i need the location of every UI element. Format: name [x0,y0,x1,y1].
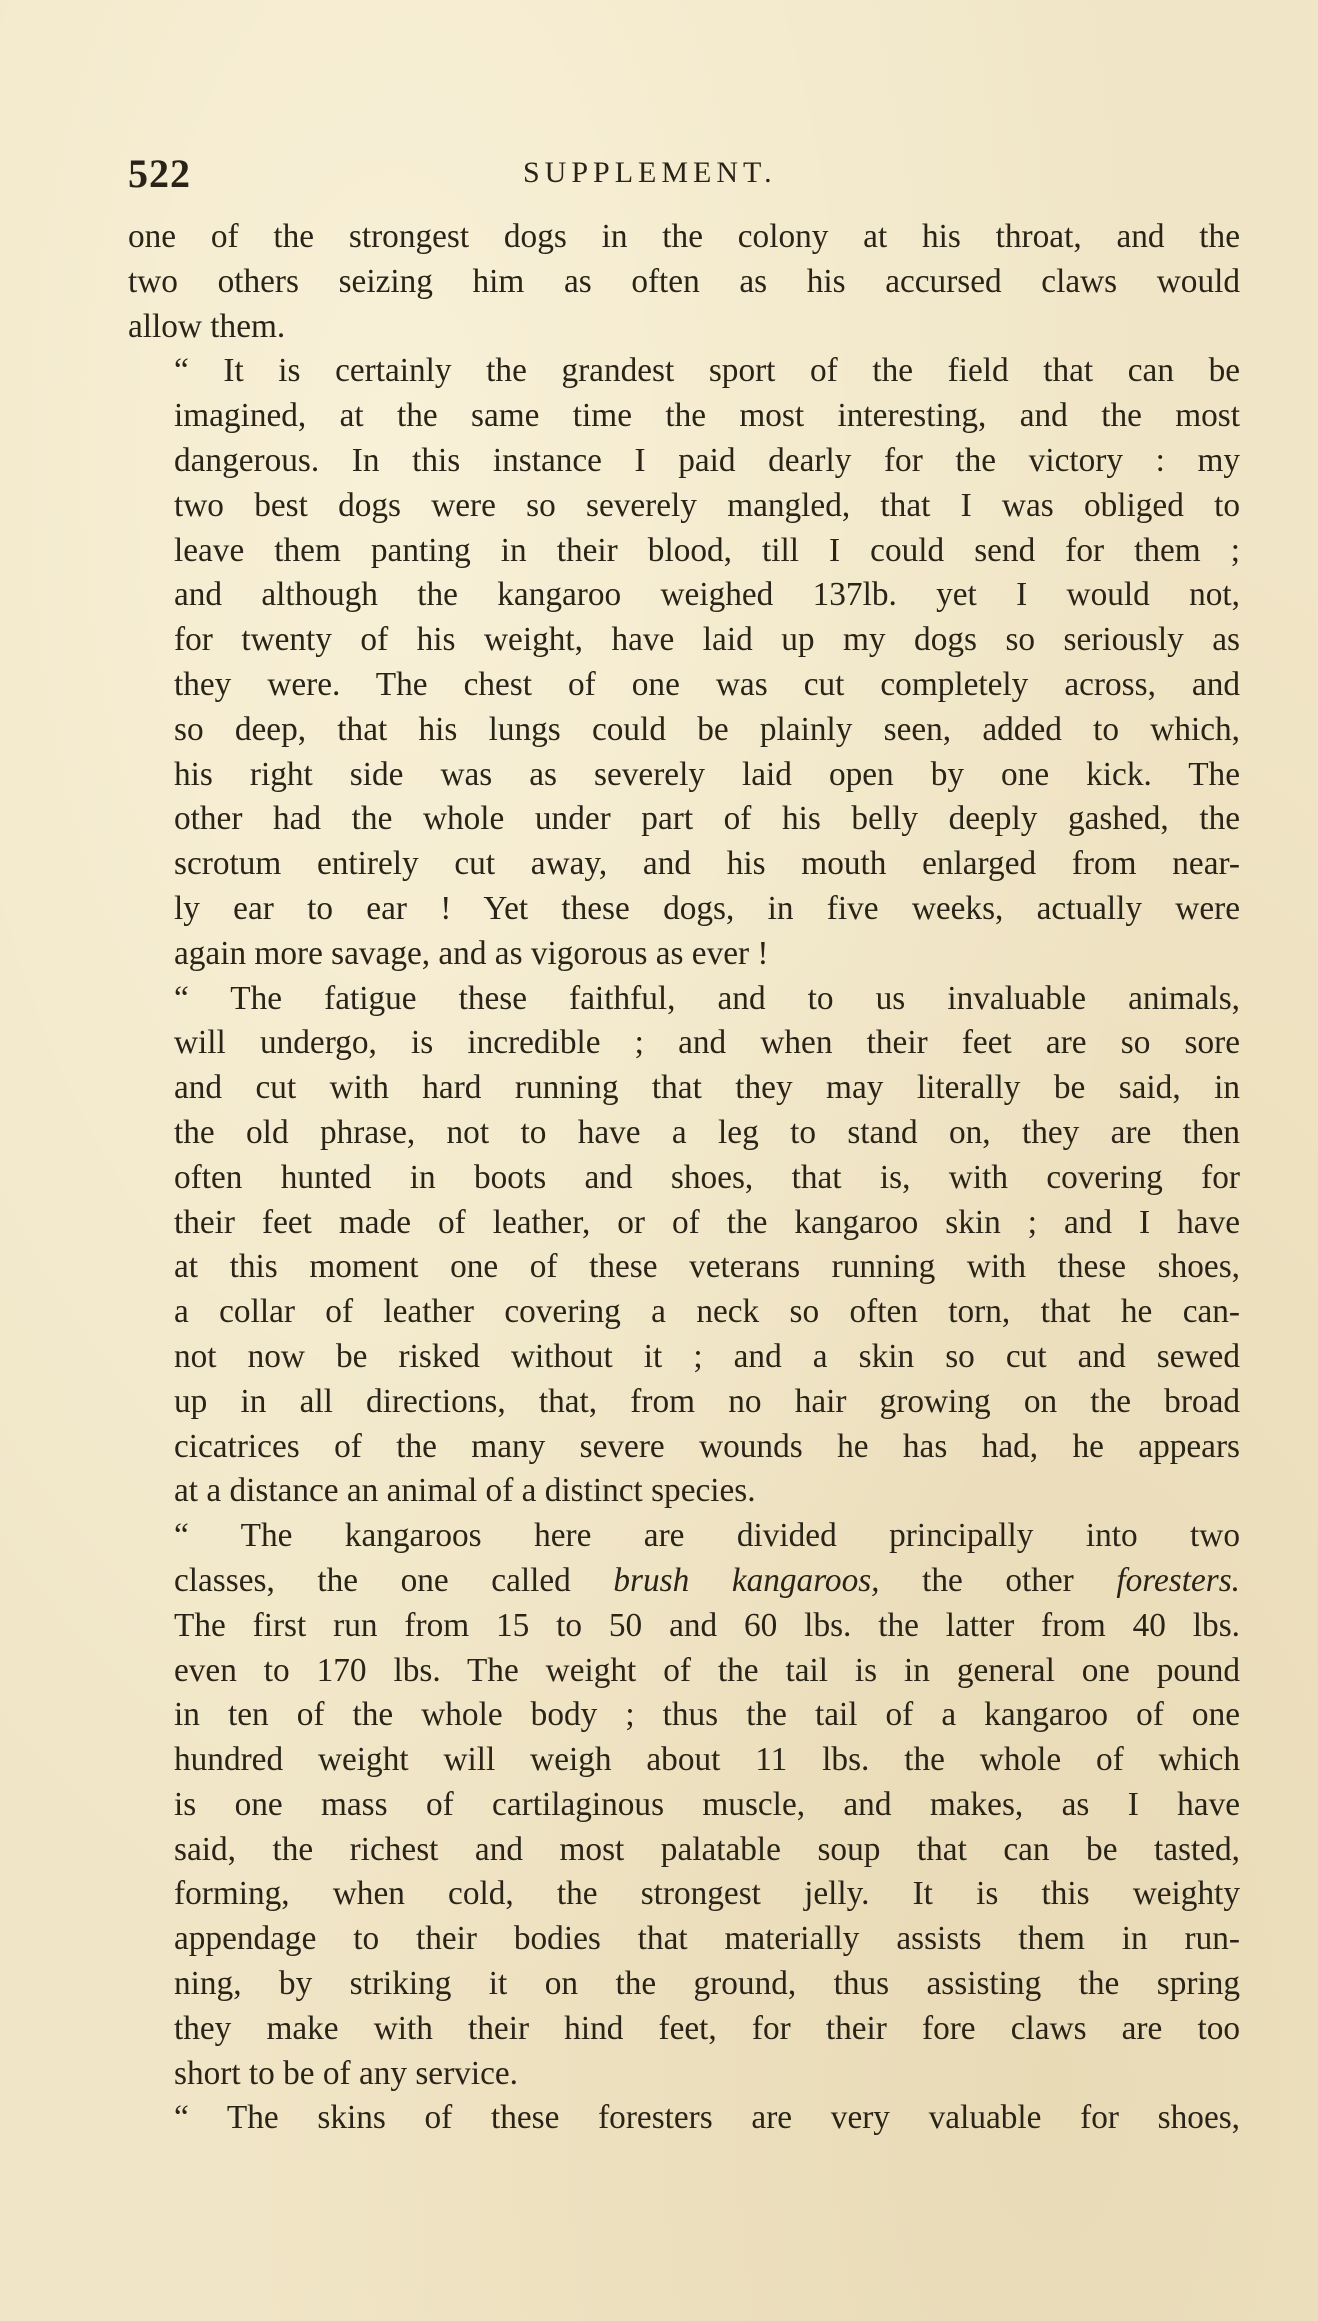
text-line: two best dogs were so severely mangled, that I was obliged to [174,486,1240,524]
text-line: “ It is certainly the grandest sport of the field that can be [174,352,1240,390]
text-line-with-italics: classes, the one called brush kangaroos, the other foresters. [174,1561,1240,1599]
text-line: cicatrices of the many severe wounds he has had, he appears [174,1427,1240,1465]
text-line: dangerous. In this instance I paid dearly for the victory : my [174,441,1240,479]
text-line: scrotum entirely cut away, and his mouth enlarged from near- [174,845,1240,883]
text-line: ning, by striking it on the ground, thus assisting the spring [174,1965,1240,2003]
paragraph-4 [128,1514,1240,2096]
text-line: so deep, that his lungs could be plainly seen, added to which, [174,710,1240,748]
text-line: they make with their hind feet, for their fore claws are too [174,2009,1240,2047]
paragraph-5 [128,2096,1240,2141]
italic-foresters: foresters. [1116,1561,1240,1599]
page-number: 522 [128,151,191,196]
text-line: and cut with hard running that they may literally be said, in [174,1069,1240,1107]
text-line: leave them panting in their blood, till I could send for them ; [174,531,1240,569]
italic-brush-kangaroos: brush kangaroos, [613,1561,880,1599]
running-head: SUPPLEMENT. [523,156,777,189]
text-line: their feet made of leather, or of the kangaroo skin ; and I have [174,1203,1240,1241]
text-line: in ten of the whole body ; thus the tail of a kangaroo of one [174,1696,1240,1734]
text-line: is one mass of cartilaginous muscle, and makes, as I have [174,1785,1240,1823]
text-line: imagined, at the same time the most interesting, and the most [174,397,1240,435]
text-line: ly ear to ear ! Yet these dogs, in five weeks, actually were [174,889,1240,927]
paragraph-1 [128,215,1240,349]
text-line: and although the kangaroo weighed 137lb. yet I would not, [174,576,1240,614]
text-line: not now be risked without it ; and a skin so cut and sewed [174,1337,1240,1375]
text-line: again more savage, and as vigorous as ever ! [174,934,769,972]
body-text [128,215,1240,2141]
text-line: even to 170 lbs. The weight of the tail is in general one pound [174,1651,1240,1689]
text-line: “ The skins of these foresters are very valuable for shoes, [174,2099,1240,2137]
page-header [128,150,1228,200]
text-line: appendage to their bodies that materially assists them in run- [174,1920,1240,1958]
text-line: will undergo, is incredible ; and when their feet are so sore [174,1024,1240,1062]
text-line: “ The fatigue these faithful, and to us invaluable animals, [174,979,1240,1017]
text-line: forming, when cold, the strongest jelly. It is this weighty [174,1875,1240,1913]
text-line: a collar of leather covering a neck so often torn, that he can- [174,1293,1240,1331]
text-line: up in all directions, that, from no hair growing on the broad [174,1382,1240,1420]
text-line: hundred weight will weigh about 11 lbs. the whole of which [174,1741,1240,1779]
text-line: the old phrase, not to have a leg to stand on, they are then [174,1113,1240,1151]
text-line: “ The kangaroos here are divided principally into two [174,1517,1240,1555]
text-line: one of the strongest dogs in the colony at his throat, and the [128,218,1240,255]
text-line: his right side was as severely laid open by one kick. The [174,755,1240,793]
text-line: at a distance an animal of a distinct species. [174,1472,756,1510]
paragraph-3 [128,977,1240,1515]
text-line: The first run from 15 to 50 and 60 lbs. the latter from 40 lbs. [174,1606,1240,1644]
text-line: at this moment one of these veterans running with these shoes, [174,1248,1240,1286]
text-line: two others seizing him as often as his accursed claws would [128,262,1240,300]
paragraph-2 [128,349,1240,976]
text-line: allow them. [128,307,286,345]
text-line: other had the whole under part of his belly deeply gashed, the [174,800,1240,838]
text-line: for twenty of his weight, have laid up my dogs so seriously as [174,621,1240,659]
text-line: short to be of any service. [174,2054,518,2092]
text-line: said, the richest and most palatable soup that can be tasted, [174,1830,1240,1868]
text-line: often hunted in boots and shoes, that is, with covering for [174,1158,1240,1196]
text-line: they were. The chest of one was cut completely across, and [174,665,1240,703]
